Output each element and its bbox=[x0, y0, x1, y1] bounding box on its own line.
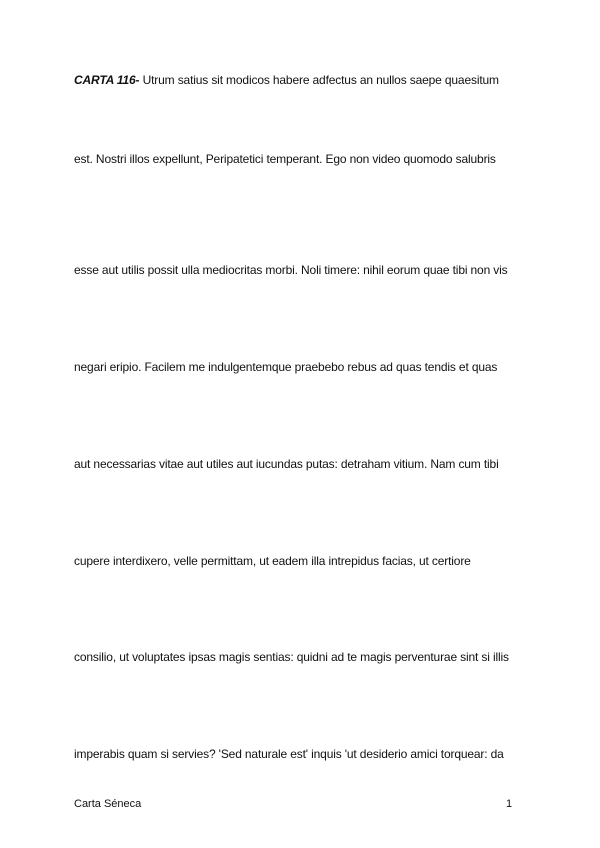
text-line-1 bbox=[74, 73, 534, 87]
letter-heading: CARTA 116- bbox=[74, 73, 140, 87]
footer-title: Carta Séneca bbox=[74, 798, 142, 810]
text-line-4: negari eripio. Facilem me indulgentemque praebebo rebus ad quas tendis et quas bbox=[74, 360, 498, 374]
text-line-3: esse aut utilis possit ulla mediocritas morbi. Noli timere: nihil eorum quae tibi non vis bbox=[74, 263, 508, 277]
text-line-8: imperabis quam si servies? 'Sed naturale est' inquis 'ut desiderio amici torquear: da bbox=[74, 747, 504, 761]
page-number: 1 bbox=[506, 798, 513, 810]
text-line-5: aut necessarias vitae aut utiles aut iucundas putas: detraham vitium. Nam cum tibi bbox=[74, 457, 499, 471]
text-line-7: consilio, ut voluptates ipsas magis sentias: quidni ad te magis perventurae sint si illis bbox=[74, 650, 509, 664]
text-line-1-body: Utrum satius sit modicos habere adfectus an nullos saepe quaesitum bbox=[139, 73, 499, 87]
text-line-6: cupere interdixero, velle permittam, ut eadem illa intrepidus facias, ut certiore bbox=[74, 554, 471, 568]
text-line-2: est. Nostri illos expellunt, Peripatetici temperant. Ego non video quomodo salubris bbox=[74, 152, 496, 166]
